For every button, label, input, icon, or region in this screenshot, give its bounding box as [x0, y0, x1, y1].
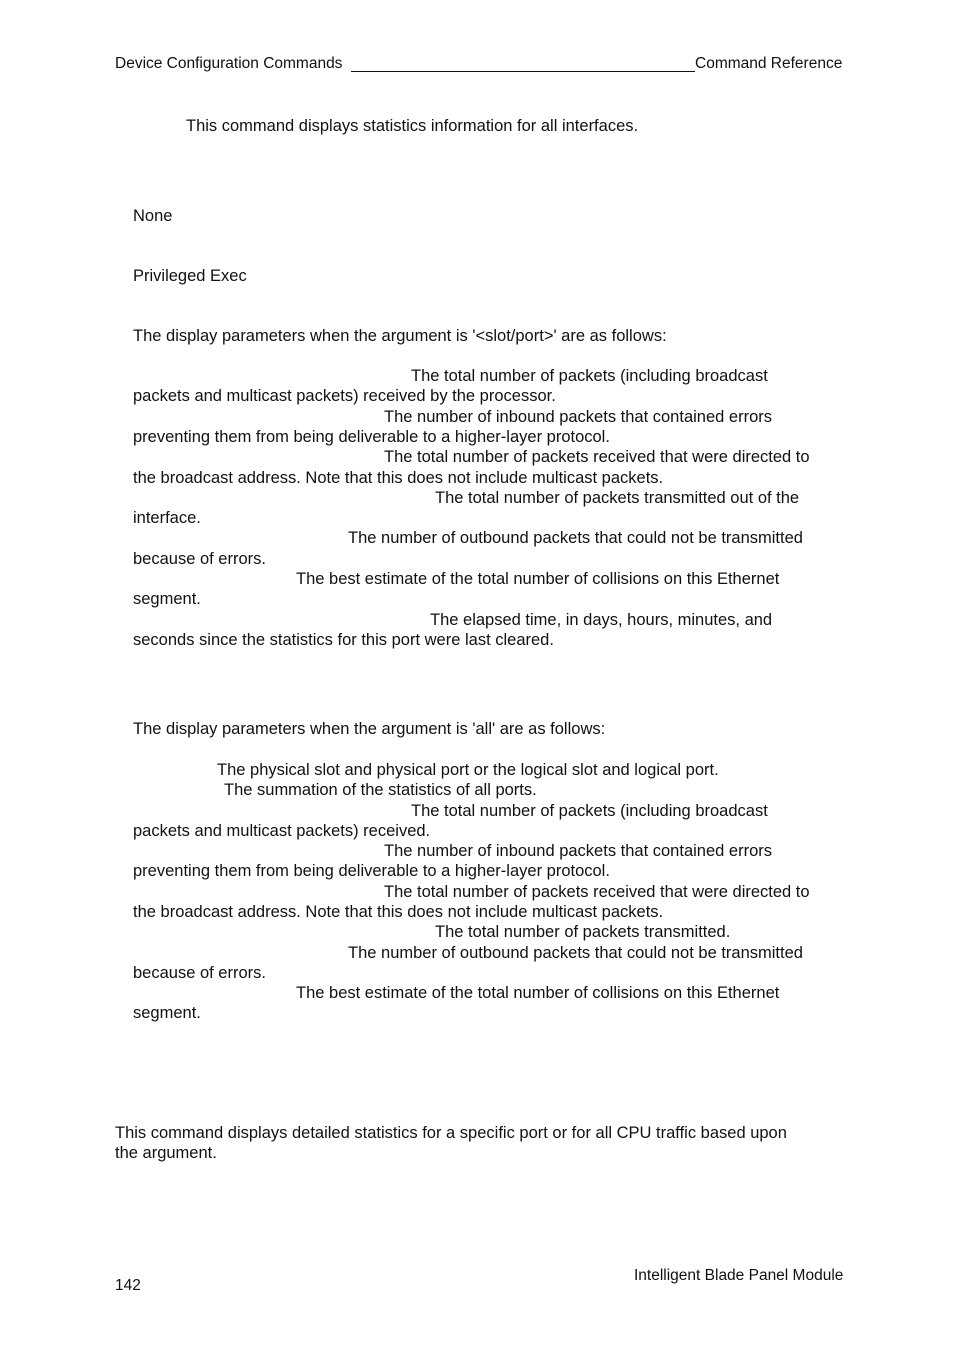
s1-item-2-cont: preventing them from being deliverable to a higher-layer protocol. — [133, 428, 610, 446]
page-number: 142 — [115, 1277, 141, 1294]
section2-intro: The display parameters when the argument is 'all' are as follows: — [133, 720, 606, 738]
section1-intro: The display parameters when the argument is '<slot/port>' are as follows: — [133, 327, 667, 345]
s1-item-1-desc: The total number of packets (including broadcast — [411, 367, 768, 385]
detail-desc-line1: This command displays detailed statistics for a specific port or for all CPU traffic based upon — [115, 1124, 787, 1142]
s1-item-7-desc: The elapsed time, in days, hours, minutes, and — [430, 611, 773, 629]
header-left: Device Configuration Commands — [115, 55, 343, 72]
s2-item-3-cont: packets and multicast packets) received. — [133, 822, 431, 840]
s2-item-7-desc: The number of outbound packets that could not be transmitted — [348, 944, 803, 962]
s1-item-4-desc: The total number of packets transmitted out of the — [435, 489, 800, 507]
s2-item-4-cont: preventing them from being deliverable to a higher-layer protocol. — [133, 862, 610, 880]
header-rule — [351, 71, 695, 72]
s1-item-5-cont: because of errors. — [133, 550, 266, 568]
s1-item-6-desc: The best estimate of the total number of collisions on this Ethernet — [296, 570, 780, 588]
s2-item-1-desc: The physical slot and physical port or the logical slot and logical port. — [217, 761, 719, 779]
s1-item-3-desc: The total number of packets received that were directed to — [384, 448, 810, 466]
mode-value: Privileged Exec — [133, 267, 247, 285]
s2-item-2-desc: The summation of the statistics of all ports. — [224, 781, 537, 799]
s1-item-4-cont: interface. — [133, 509, 201, 527]
s1-item-6-cont: segment. — [133, 590, 201, 608]
s1-item-1-cont: packets and multicast packets) received by the processor. — [133, 387, 556, 405]
s1-item-2-desc: The number of inbound packets that contained errors — [384, 408, 772, 426]
s1-item-5-desc: The number of outbound packets that could not be transmitted — [348, 529, 803, 547]
command-description: This command displays statistics information for all interfaces. — [186, 117, 639, 135]
footer-product: Intelligent Blade Panel Module — [634, 1267, 844, 1284]
s2-item-5-desc: The total number of packets received that were directed to — [384, 883, 810, 901]
s2-item-7-cont: because of errors. — [133, 964, 266, 982]
s1-item-3-cont: the broadcast address. Note that this does not include multicast packets. — [133, 469, 664, 487]
s1-item-7-cont: seconds since the statistics for this port were last cleared. — [133, 631, 554, 649]
detail-desc-line2: the argument. — [115, 1144, 217, 1162]
s2-item-5-cont: the broadcast address. Note that this does not include multicast packets. — [133, 903, 664, 921]
s2-item-8-desc: The best estimate of the total number of collisions on this Ethernet — [296, 984, 780, 1002]
s2-item-3-desc: The total number of packets (including broadcast — [411, 802, 768, 820]
header-right: Command Reference — [695, 55, 843, 72]
s2-item-8-cont: segment. — [133, 1004, 201, 1022]
s2-item-6-desc: The total number of packets transmitted. — [435, 923, 731, 941]
syntax-value: None — [133, 207, 173, 225]
s2-item-4-desc: The number of inbound packets that contained errors — [384, 842, 772, 860]
